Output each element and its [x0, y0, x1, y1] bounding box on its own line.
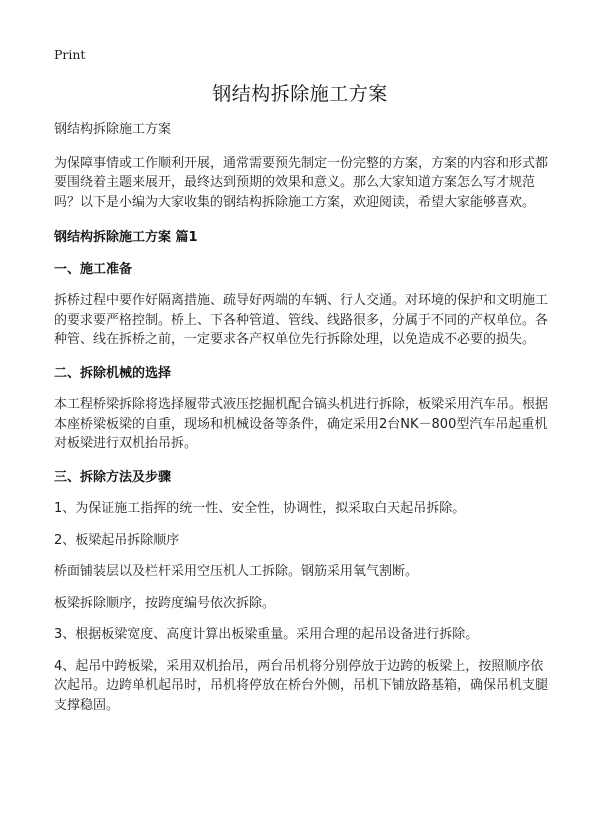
chapter-heading: 钢结构拆除施工方案 篇1 — [54, 230, 198, 245]
section-text-preparation: 拆桥过程中要作好隔离措施、疏导好两端的车辆、行人交通。对环境的保护和文明施工的要求要严格控制。桥上、下各种管道、管线、线路很多，分属于不同的产权单位。各种管、线在拆桥之前，一定要求各产权单位先行拆除处理，以免造成不必要的损失。 — [54, 293, 549, 347]
method-step: 1、为保证施工指挥的统一性、安全性，协调性，拟采取白天起吊拆除。 — [54, 501, 466, 516]
method-step: 桥面铺装层以及栏杆采用空压机人工拆除。钢筋采用氧气割断。 — [54, 564, 419, 579]
document-subtitle: 钢结构拆除施工方案 — [54, 122, 172, 137]
section-heading-preparation: 一、施工准备 — [54, 261, 133, 277]
method-step: 板梁拆除顺序，按跨度编号依次拆除。 — [54, 595, 276, 611]
method-step: 2、板梁起吊拆除顺序 — [54, 532, 180, 548]
method-step: 4、起吊中跨板梁，采用双机抬吊，两台吊机将分别停放于边跨的板梁上，按照顺序依次起吊。边跨单机起吊时，吊机将停放在桥台外侧，吊机下铺放路基箱，确保吊机支腿支撑稳固。 — [54, 658, 549, 713]
print-label: Print — [54, 47, 86, 62]
intro-paragraph: 为保障事情或工作顺利开展，通常需要预先制定一份完整的方案，方案的内容和形式都要围绕着主题来展开，最终达到预期的效果和意义。那么大家知道方案怎么写才规范吗？以下是小编为大家收集的钢结构拆除施工方案，欢迎阅读，希望大家能够喜欢。 — [54, 155, 549, 210]
section-heading-machinery: 二、拆除机械的选择 — [54, 365, 172, 381]
document-body — [54, 120, 548, 727]
section-text-machinery: 本工程桥梁拆除将选择履带式液压挖掘机配合镐头机进行拆除，板梁采用汽车吊。根据本座桥梁板梁的自重，现场和机械设备等条件，确定采用2台NK－800型汽车吊起重机对板梁进行双机抬吊拆。 — [54, 397, 549, 451]
method-step: 3、根据板梁宽度、高度计算出板梁重量。采用合理的起吊设备进行拆除。 — [54, 627, 479, 642]
section-heading-methods: 三、拆除方法及步骤 — [54, 469, 172, 485]
document-title: 钢结构拆除施工方案 — [212, 83, 388, 105]
